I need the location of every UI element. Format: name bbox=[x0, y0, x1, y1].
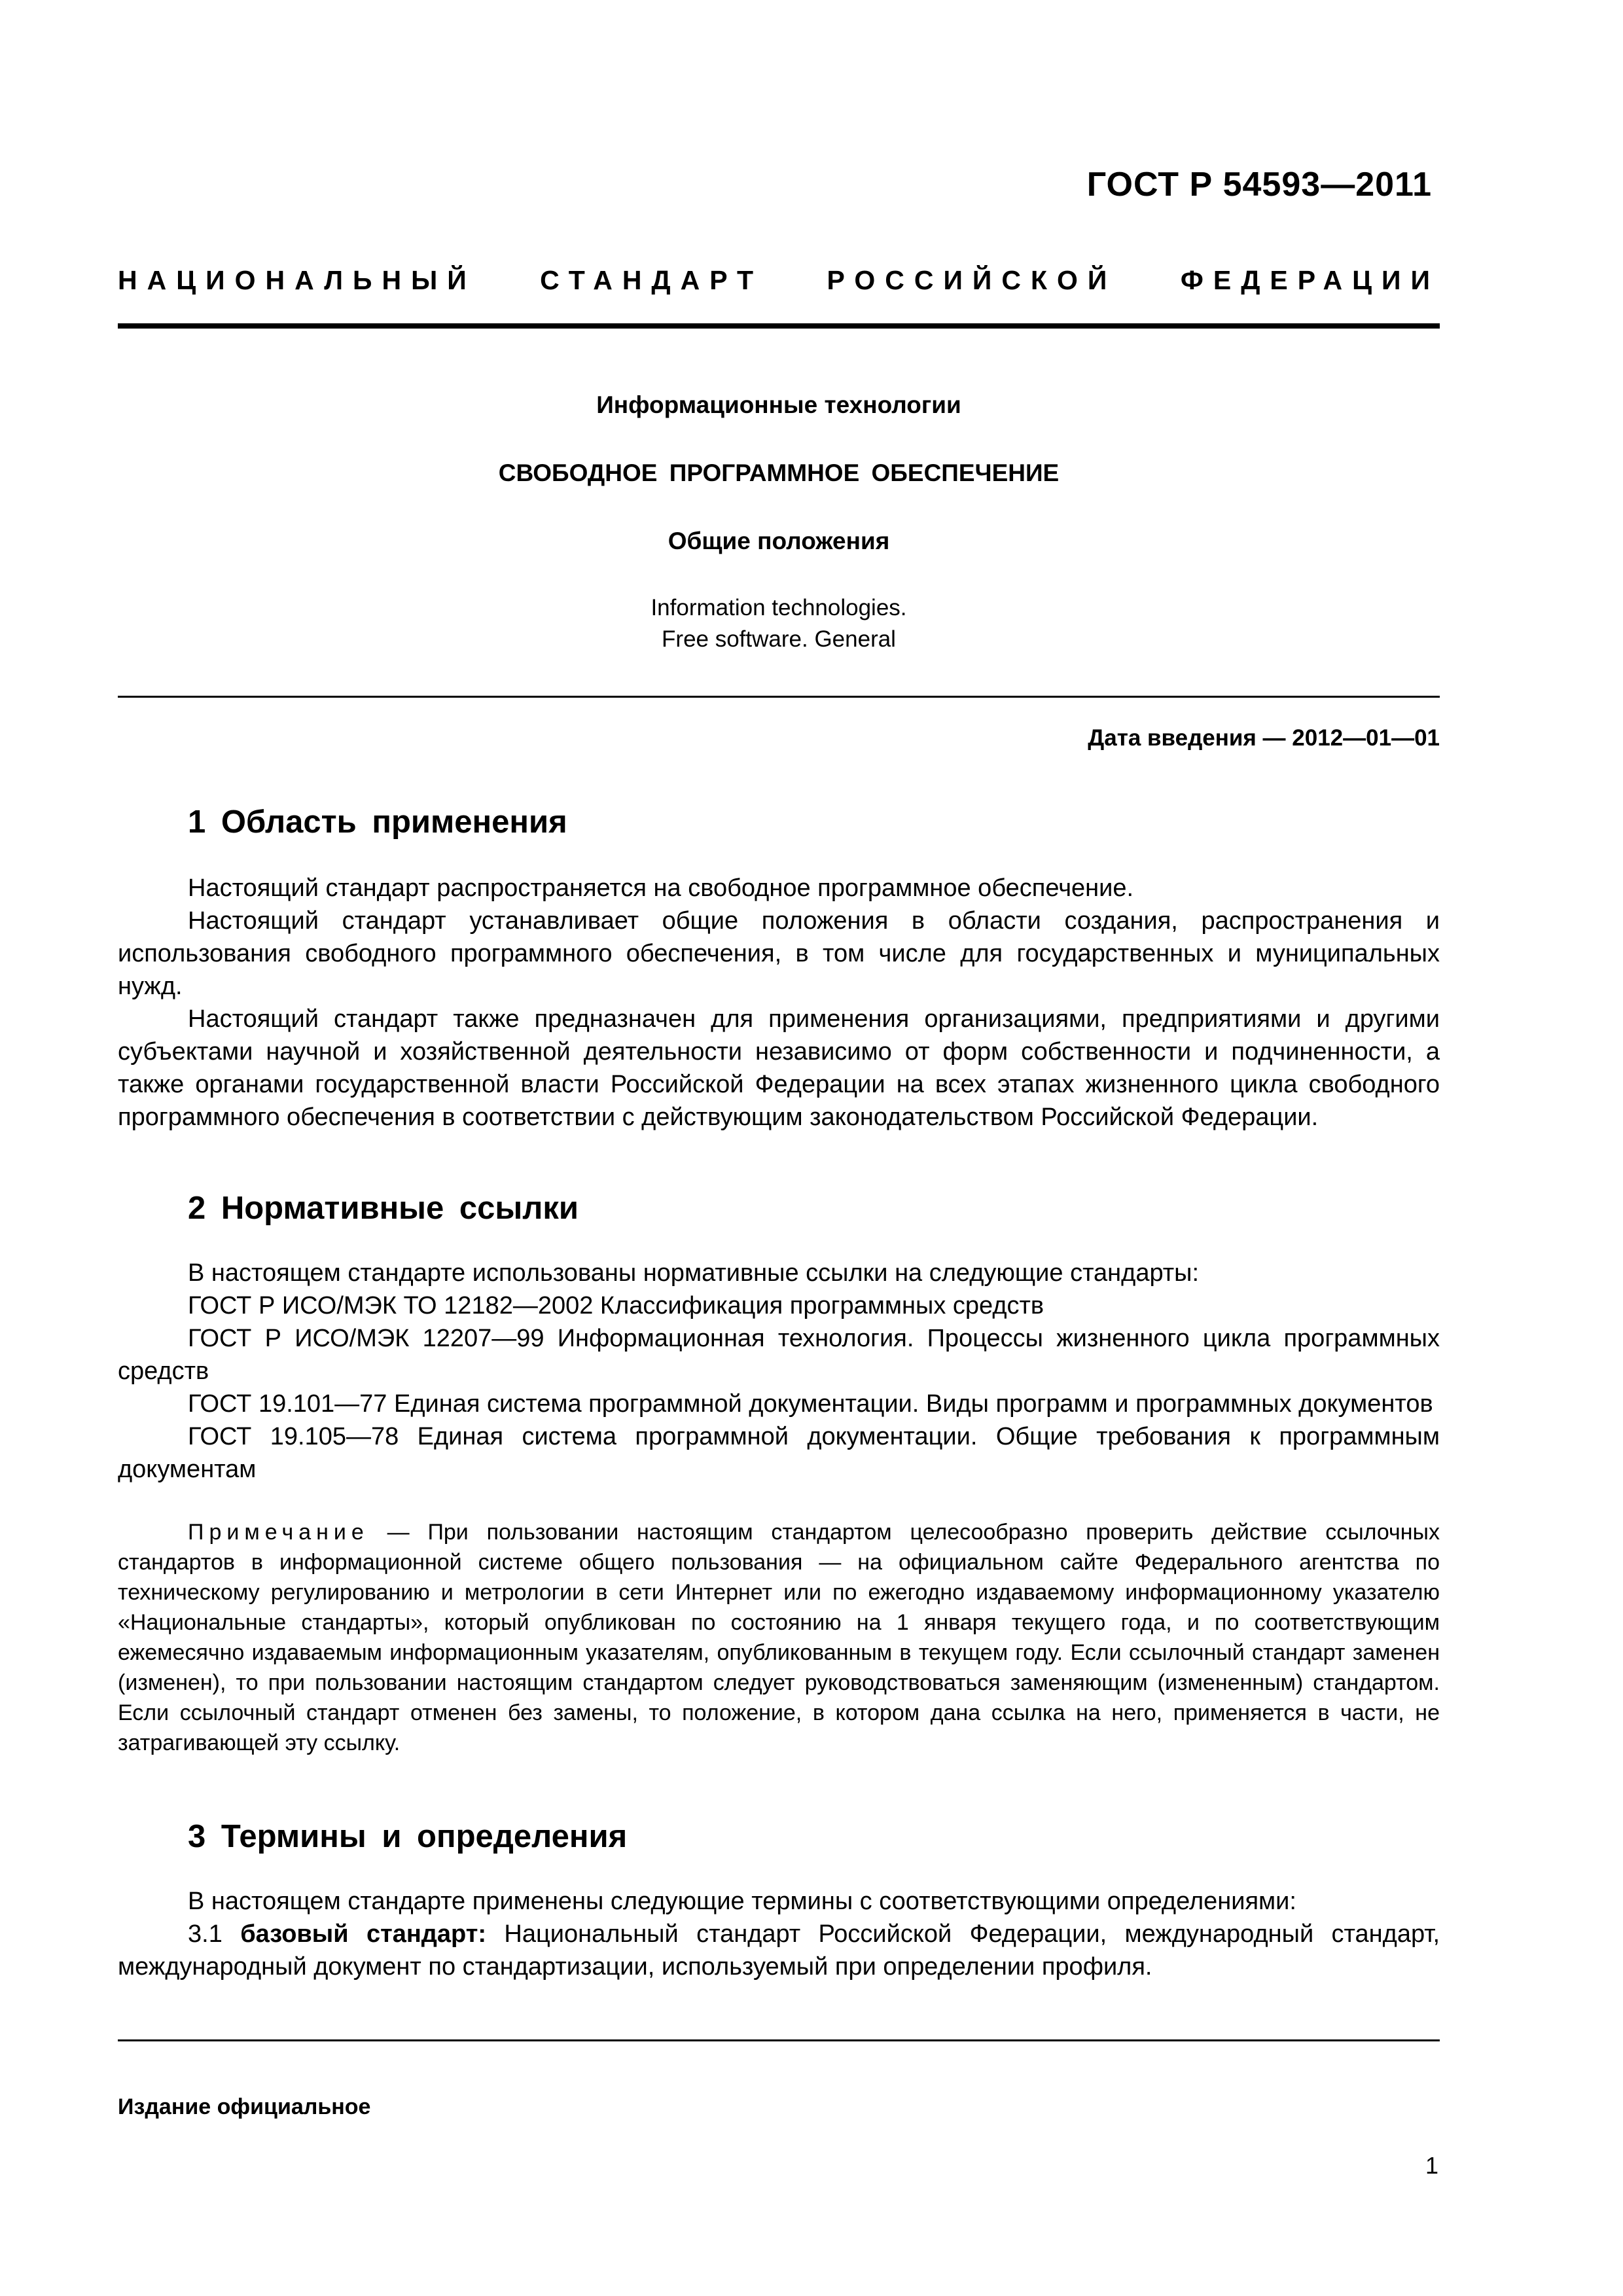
paragraph: Настоящий стандарт распространяется на свободное программное обеспечение. bbox=[188, 874, 1134, 902]
paragraph: Настоящий стандарт также предназначен для применения организациями, предприятиями и другими субъектами научной и хозяйственной деятельности независимо от форм собственности и подчиненности, а также органами государственной власти Российской Федерации на всех этапах жизненного цикла свободного программного обеспечения в соответствии с действующим законодательством Российской Федерации. bbox=[118, 1005, 1440, 1131]
section-1-body bbox=[118, 872, 1440, 1134]
section-2-title: 2 Нормативные ссылки bbox=[188, 1191, 579, 1226]
title-domain: Информационные технологии bbox=[596, 391, 961, 418]
page-number: 1 bbox=[1425, 2152, 1438, 2179]
title-subtitle: Общие положения bbox=[668, 528, 890, 554]
english-title-line: Free software. General bbox=[662, 626, 896, 652]
term-text: Национальный стандарт Российской Федерации, международный стандарт, международный документ по стандартизации, используемый при определении профиля. bbox=[118, 1920, 1440, 1981]
section-1-title: 1 Область применения bbox=[188, 804, 567, 840]
reference-item: ГОСТ Р ИСО/МЭК ТО 12182—2002 Классификация программных средств bbox=[188, 1292, 1044, 1319]
title-english bbox=[118, 592, 1440, 655]
paragraph: В настоящем стандарте использованы нормативные ссылки на следующие стандарты: bbox=[188, 1259, 1200, 1287]
english-title-line: Information technologies. bbox=[651, 595, 907, 620]
national-word: ФЕДЕРАЦИИ bbox=[1180, 265, 1440, 295]
footer-divider bbox=[118, 2039, 1440, 2041]
national-word: СТАНДАРТ bbox=[540, 265, 764, 295]
national-standard-heading bbox=[118, 265, 1440, 296]
document-code: ГОСТ Р 54593—2011 bbox=[1086, 166, 1432, 204]
reference-item: ГОСТ 19.105—78 Единая система программной документации. Общие требования к программным документам bbox=[118, 1423, 1440, 1483]
term-number: 3.1 bbox=[188, 1920, 223, 1948]
national-word: РОССИЙСКОЙ bbox=[827, 265, 1117, 295]
official-edition-label: Издание официальное bbox=[118, 2094, 371, 2119]
national-word: НАЦИОНАЛЬНЫЙ bbox=[118, 265, 476, 295]
reference-item: ГОСТ 19.101—77 Единая система программной документации. Виды программ и программных документов bbox=[188, 1390, 1433, 1418]
note-paragraph bbox=[118, 1517, 1440, 1758]
section-2-body bbox=[118, 1257, 1440, 1486]
title-main: СВОБОДНОЕ ПРОГРАММНОЕ ОБЕСПЕЧЕНИЕ bbox=[498, 459, 1060, 486]
paragraph: В настоящем стандарте применены следующие термины с соответствующими определениями: bbox=[188, 1888, 1296, 1915]
section-2-note bbox=[118, 1517, 1440, 1758]
introduction-date: Дата введения — 2012—01—01 bbox=[1088, 725, 1440, 751]
term-definition bbox=[118, 1918, 1440, 1983]
reference-item: ГОСТ Р ИСО/МЭК 12207—99 Информационная технология. Процессы жизненного цикла программных средств bbox=[118, 1325, 1440, 1385]
header-divider bbox=[118, 323, 1440, 329]
section-3-body bbox=[118, 1885, 1440, 1983]
title-divider bbox=[118, 696, 1440, 698]
note-text: — При пользовании настоящим стандартом целесообразно проверить действие ссылочных стандартов в информационной системе общего пользования — на официальном сайте Федерального агентства по техническому регулированию и метрологии в сети Интернет или по ежегодно издаваемому информационному указателю «Национальные стандарты», который опубликован по состоянию на 1 января текущего года, и по соответствующим ежемесячно издаваемым информационным указателям, опубликованным в текущем году. Если ссылочный стандарт заменен (изменен), то при пользовании настоящим стандартом следует руководствоваться заменяющим (измененным) стандартом. Если ссылочный стандарт отменен без замены, то положение, в котором дана ссылка на него, применяется в части, не затрагивающей эту ссылку. bbox=[118, 1520, 1440, 1755]
paragraph: Настоящий стандарт устанавливает общие положения в области создания, распространения и использования свободного программного обеспечения, в том числе для государственных и муниципальных нужд. bbox=[118, 907, 1440, 1000]
term-name: базовый стандарт: bbox=[240, 1920, 487, 1948]
note-lead: Примечание bbox=[188, 1520, 369, 1545]
section-3-title: 3 Термины и определения bbox=[188, 1819, 628, 1854]
